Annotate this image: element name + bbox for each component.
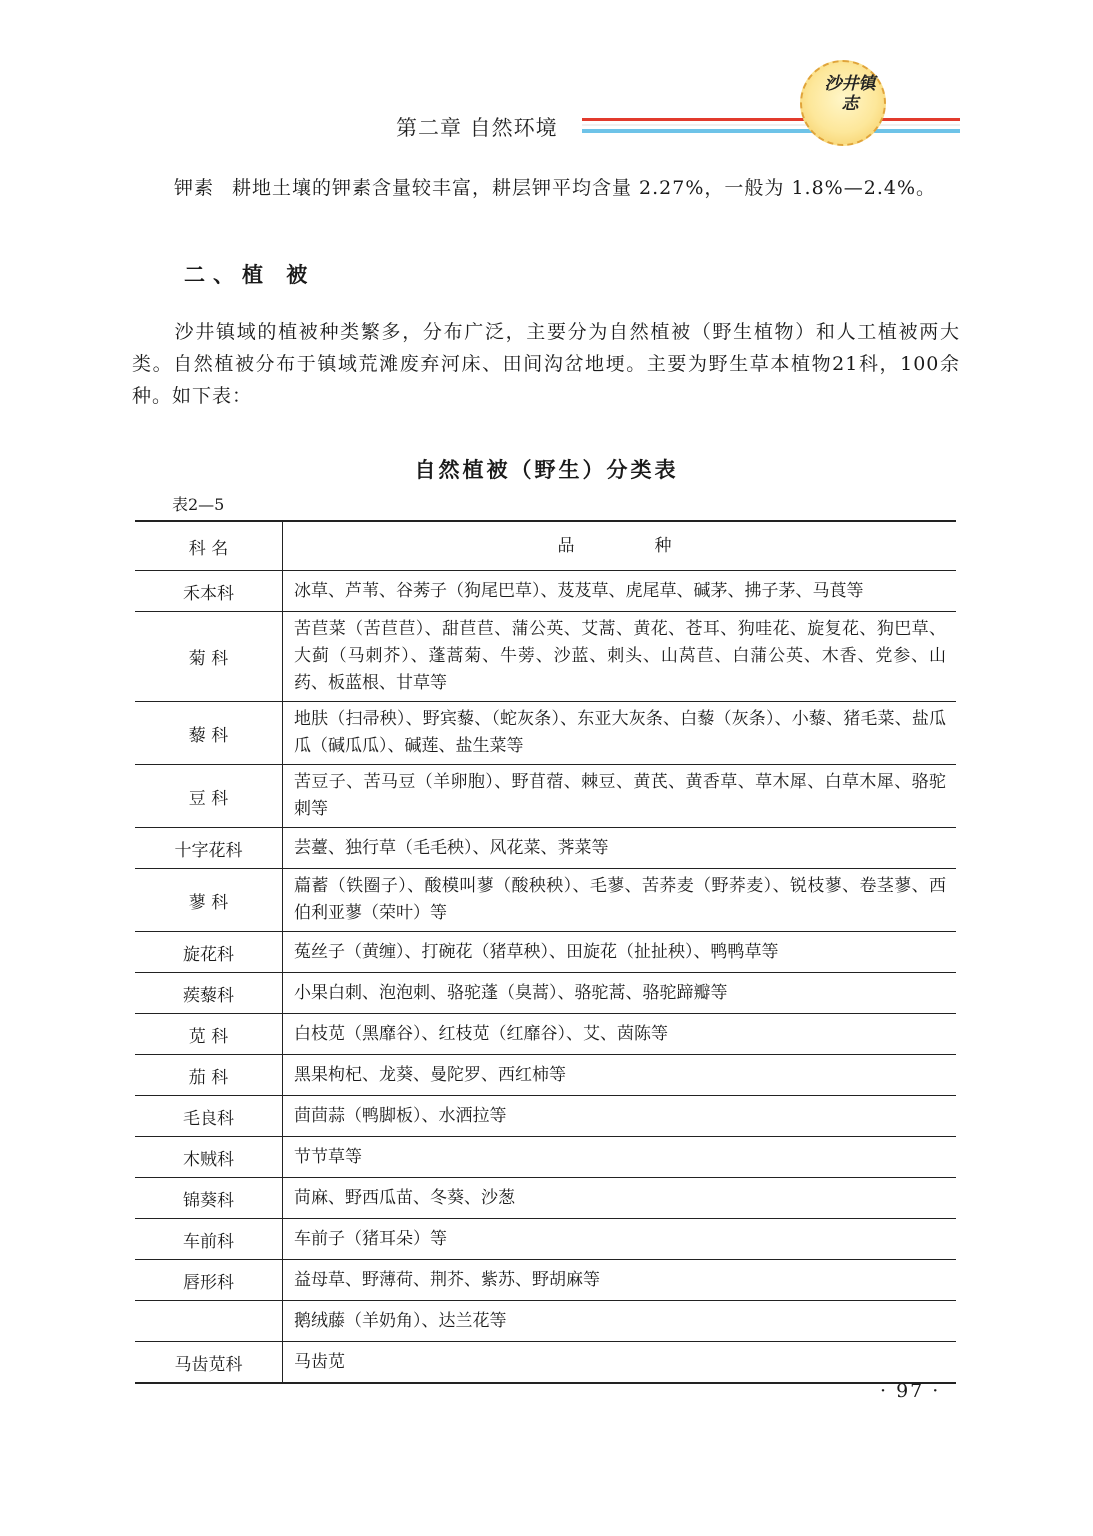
table-row — [135, 932, 956, 973]
cell-family: 车前科 — [135, 1219, 283, 1260]
cell-family: 茄 科 — [135, 1055, 283, 1096]
cell-family: 蓼 科 — [135, 869, 283, 932]
cell-family: 菊 科 — [135, 612, 283, 702]
cell-family: 豆 科 — [135, 765, 283, 828]
cell-family: 旋花科 — [135, 932, 283, 973]
table-row — [135, 1301, 956, 1342]
cell-species: 苦豆子、苦马豆（羊卵胞）、野苜蓿、棘豆、黄芪、黄香草、草木犀、白草木犀、骆驼刺等 — [283, 765, 957, 828]
cell-species: 小果白刺、泡泡刺、骆驼蓬（臭蒿）、骆驼蒿、骆驼蹄瓣等 — [283, 973, 957, 1014]
cell-species: 冰草、芦苇、谷莠子（狗尾巴草）、芨芨草、虎尾草、碱茅、拂子茅、马莨等 — [283, 571, 957, 612]
table-row — [135, 612, 956, 702]
cell-family: 藜 科 — [135, 702, 283, 765]
cell-species: 苘麻、野西瓜苗、冬葵、沙葱 — [283, 1178, 957, 1219]
cell-family: 禾本科 — [135, 571, 283, 612]
cell-species: 菟丝子（黄缠）、打碗花（猪草秧）、田旋花（扯扯秧）、鸭鸭草等 — [283, 932, 957, 973]
table-row — [135, 973, 956, 1014]
cell-species: 马齿苋 — [283, 1342, 957, 1384]
cell-family: 马齿苋科 — [135, 1342, 283, 1384]
seal-text: 沙井镇志 — [824, 74, 876, 114]
paragraph-text: 耕地土壤的钾素含量较丰富，耕层钾平均含量 2.27%，一般为 1.8%—2.4%。 — [232, 177, 936, 199]
cell-species: 节节草等 — [283, 1137, 957, 1178]
table-row — [135, 702, 956, 765]
table-row — [135, 765, 956, 828]
cell-family: 苋 科 — [135, 1014, 283, 1055]
cell-species: 萹蓄（铁圈子）、酸模叫蓼（酸秧秧）、毛蓼、苦荞麦（野荞麦）、锐枝蓼、卷茎蓼、西伯利亚蓼（荣叶）等 — [283, 869, 957, 932]
paragraph-potassium — [132, 172, 960, 204]
cell-species: 苦苣菜（苦苣苣）、甜苣苣、蒲公英、艾蒿、黄花、苍耳、狗哇花、旋复花、狗巴草、大蓟（马刺芥）、蓬蒿菊、牛蒡、沙蓝、刺头、山莴苣、白蒲公英、木香、党参、山药、板蓝根、甘草等 — [283, 612, 957, 702]
table-row — [135, 1219, 956, 1260]
table-row — [135, 869, 956, 932]
table-row — [135, 1096, 956, 1137]
table-row — [135, 1014, 956, 1055]
table-row — [135, 571, 956, 612]
header-stripe-blue — [582, 129, 960, 133]
table-row — [135, 1178, 956, 1219]
paragraph-vegetation — [132, 316, 960, 412]
chapter-title: 第二章 自然环境 — [396, 116, 558, 140]
table-row — [135, 1260, 956, 1301]
cell-family: 木贼科 — [135, 1137, 283, 1178]
cell-family: 十字花科 — [135, 828, 283, 869]
table-row — [135, 828, 956, 869]
table-title: 自然植被（野生）分类表 — [414, 458, 679, 482]
table-row — [135, 1137, 956, 1178]
cell-species: 益母草、野薄荷、荆芥、紫苏、野胡麻等 — [283, 1260, 957, 1301]
cell-family: 唇形科 — [135, 1260, 283, 1301]
cell-family — [135, 1301, 283, 1342]
cell-species: 地肤（扫帚秧）、野宾藜、（蛇灰条）、东亚大灰条、白藜（灰条）、小藜、猪毛菜、盐瓜瓜（碱瓜瓜）、碱莲、盐生菜等 — [283, 702, 957, 765]
table-row — [135, 1055, 956, 1096]
column-header-species: 品种 — [283, 521, 957, 571]
cell-species: 鹅绒藤（羊奶角）、达兰花等 — [283, 1301, 957, 1342]
table-header-row — [135, 521, 956, 571]
paragraph-text: 沙井镇域的植被种类繁多，分布广泛，主要分为自然植被（野生植物）和人工植被两大类。自然植被分布于镇域荒滩废弃河床、田间沟岔地埂。主要为野生草本植物21科，100余种。如下表： — [132, 321, 960, 407]
paragraph-term: 钾素 — [174, 177, 215, 199]
cell-species: 车前子（猪耳朵）等 — [283, 1219, 957, 1260]
table-number: 表2—5 — [172, 495, 225, 514]
cell-species: 黑果枸杞、龙葵、曼陀罗、西红柿等 — [283, 1055, 957, 1096]
vegetation-table — [135, 520, 956, 1384]
header-stripe-red — [582, 118, 960, 121]
cell-species: 芸薹、独行草（毛毛秧）、风花菜、荠菜等 — [283, 828, 957, 869]
cell-species: 白枝苋（黑靡谷）、红枝苋（红靡谷）、艾、茵陈等 — [283, 1014, 957, 1055]
header-stripe-white — [582, 124, 960, 126]
table-row — [135, 1342, 956, 1384]
section-heading: 二、植 被 — [184, 263, 316, 287]
cell-family: 锦葵科 — [135, 1178, 283, 1219]
book-seal-logo — [800, 60, 886, 146]
cell-family: 蒺藜科 — [135, 973, 283, 1014]
cell-family: 毛良科 — [135, 1096, 283, 1137]
column-header-family: 科 名 — [135, 521, 283, 571]
cell-species: 茴茴蒜（鸭脚板）、水洒拉等 — [283, 1096, 957, 1137]
page-number: · 97 · — [880, 1380, 941, 1402]
